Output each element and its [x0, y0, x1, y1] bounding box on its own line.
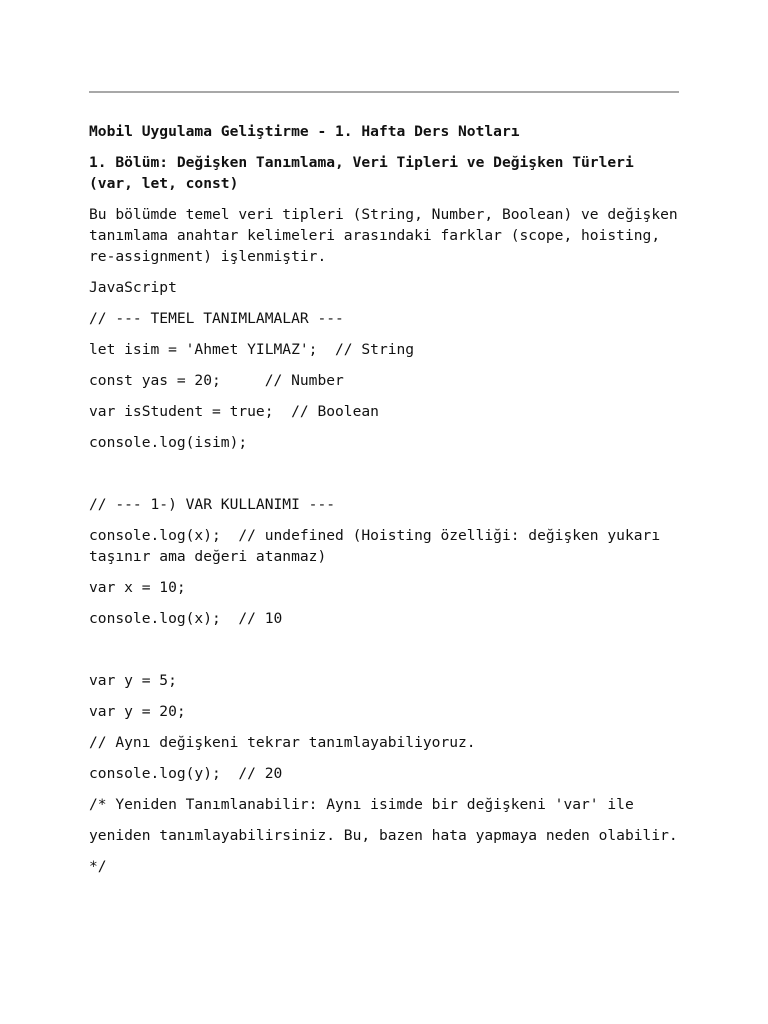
document-body: [89, 121, 687, 887]
code-line: */: [89, 858, 107, 875]
blank-line: [89, 463, 683, 494]
blank-line: [89, 639, 683, 670]
code-line: console.log(x); // 10: [89, 610, 283, 627]
code-line: console.log(x); // undefined (Hoisting özelliği: değişken yukarı taşınır ama değeri atanmaz): [89, 527, 669, 565]
code-line: var x = 10;: [89, 579, 186, 596]
code-line: var isStudent = true; // Boolean: [89, 403, 379, 420]
intro-paragraph: Bu bölümde temel veri tipleri (String, Number, Boolean) ve değişken tanımlama anahtar kelimeleri arasındaki farklar (scope, hoisting, re-assignment) işlenmiştir.: [89, 206, 687, 265]
code-line: console.log(y); // 20: [89, 765, 283, 782]
code-line: let isim = 'Ahmet YILMAZ'; // String: [89, 341, 415, 358]
code-line: var y = 20;: [89, 703, 186, 720]
code-line: /* Yeniden Tanımlanabilir: Aynı isimde bir değişkeni 'var' ile: [89, 796, 634, 813]
code-line: const yas = 20; // Number: [89, 372, 344, 389]
top-divider: [89, 91, 679, 93]
code-line: // --- TEMEL TANIMLAMALAR ---: [89, 310, 344, 327]
document-title: Mobil Uygulama Geliştirme - 1. Hafta Ders Notları: [89, 123, 520, 140]
code-line: yeniden tanımlayabilirsiniz. Bu, bazen hata yapmaya neden olabilir.: [89, 827, 678, 844]
code-line: var y = 5;: [89, 672, 177, 689]
code-line: // Aynı değişkeni tekrar tanımlayabiliyoruz.: [89, 734, 476, 751]
code-line: // --- 1-) VAR KULLANIMI ---: [89, 496, 336, 513]
code-line: console.log(isim);: [89, 434, 248, 451]
section-heading: 1. Bölüm: Değişken Tanımlama, Veri Tipleri ve Değişken Türleri (var, let, const): [89, 154, 643, 192]
code-language-label: JavaScript: [89, 279, 177, 296]
